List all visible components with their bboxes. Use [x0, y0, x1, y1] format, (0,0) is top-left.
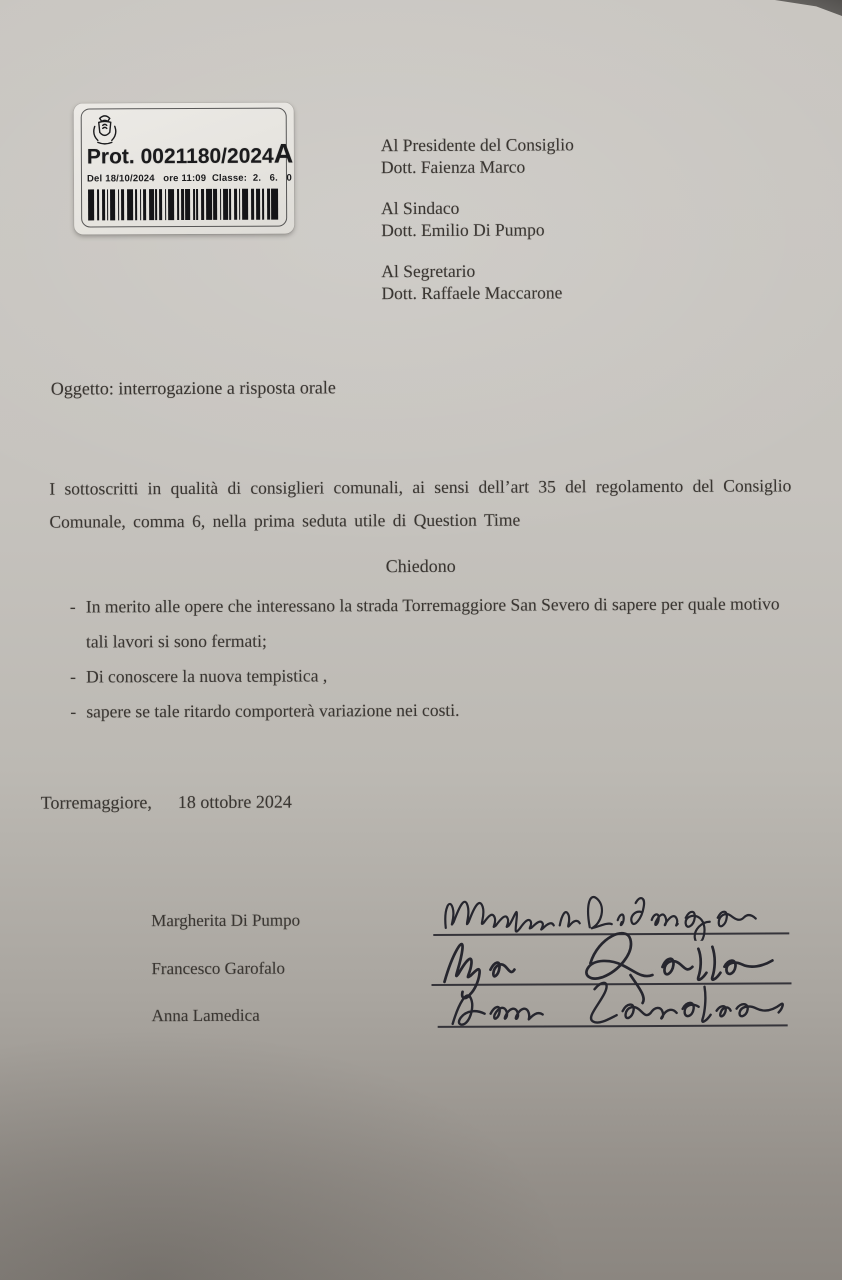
signer-name-margherita: Margherita Di Pumpo: [151, 910, 301, 931]
subject-line: Oggetto: interrogazione a risposta orale: [50, 377, 336, 399]
request-item: [50, 586, 795, 659]
dash-marker: -: [69, 596, 76, 617]
request-item: [50, 691, 795, 729]
requests-list: [50, 586, 796, 729]
request-text: In merito alle opere che interessano la strada Torremaggiore San Severo di sapere per quale motivo tali lavori si sono fermati;: [85, 593, 780, 652]
recipients-block: [381, 133, 575, 323]
recipient-name: Dott. Raffaele Maccarone: [381, 282, 563, 304]
recipient-title: Al Segretario: [381, 260, 476, 282]
request-text: sapere se tale ritardo comporterà variazione nei costi.: [86, 699, 460, 722]
request-heading: Chiedono: [385, 555, 456, 577]
dateline: [41, 792, 292, 814]
dash-marker: -: [70, 701, 77, 722]
dash-marker: -: [70, 666, 77, 687]
protocol-info-line: Del 18/10/2024 ore 11:09 Classe: 2. 6. 0: [86, 172, 293, 185]
signature-anna-lamedica: [433, 962, 789, 1038]
date: 18 ottobre 2024: [177, 791, 292, 813]
signer-name-anna: Anna Lamedica: [151, 1005, 260, 1026]
intro-paragraph: I sottoscritti in qualità di consiglieri comunali, ai sensi dell’art 35 del regolamento del Consiglio Comunale, comma 6, nella prima seduta utile di Question Time: [49, 475, 792, 532]
recipient-title: Al Presidente del Consiglio: [380, 134, 574, 156]
request-text: Di conoscere la nuova tempistica ,: [86, 665, 328, 687]
recipient-presidente: [381, 133, 574, 178]
recipient-title: Al Sindaco: [381, 197, 460, 219]
recipient-name: Dott. Emilio Di Pumpo: [381, 219, 545, 241]
barcode: [88, 189, 278, 221]
protocol-number: Prot. 0021180/2024: [86, 144, 274, 169]
protocol-stamp: [74, 103, 295, 235]
request-item: [50, 656, 795, 694]
signer-name-francesco: Francesco Garofalo: [151, 958, 286, 979]
recipient-segretario: [381, 259, 574, 304]
barcode-bar: [271, 189, 277, 220]
municipal-crest-icon: [90, 112, 120, 146]
recipient-sindaco: [381, 196, 574, 241]
place: Torremaggiore,: [40, 792, 152, 813]
protocol-copy-letter: A: [273, 138, 294, 169]
recipient-name: Dott. Faienza Marco: [380, 156, 526, 178]
